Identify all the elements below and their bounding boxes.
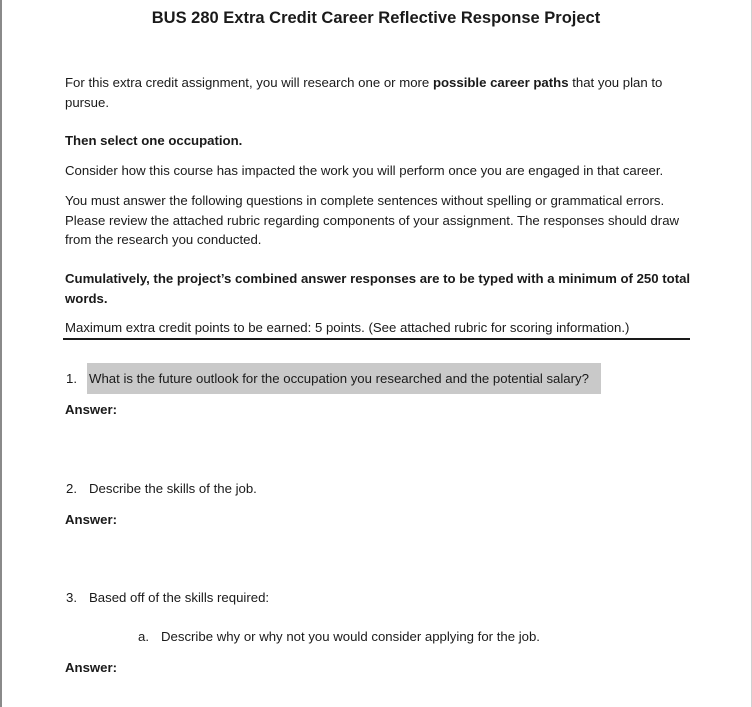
question-3: Based off of the skills required: — [89, 590, 270, 605]
page-left-border — [0, 0, 2, 707]
question-2-number: 2. — [66, 481, 77, 496]
section-divider — [63, 338, 690, 340]
answer-2-label: Answer: — [65, 512, 118, 527]
question-2: Describe the skills of the job. — [89, 481, 257, 496]
select-occupation-line: Then select one occupation. — [65, 133, 243, 148]
question-1-number: 1. — [66, 371, 77, 386]
consider-line: Consider how this course has impacted the work you will perform once you are engaged in that career. — [65, 163, 664, 178]
answer-3-label: Answer: — [65, 660, 118, 675]
question-3-number: 3. — [66, 590, 77, 605]
intro-paragraph — [65, 73, 695, 112]
max-points-line: Maximum extra credit points to be earned: 5 points. (See attached rubric for scoring information.) — [65, 320, 630, 335]
document-title: BUS 280 Extra Credit Career Reflective Response Project — [151, 9, 601, 27]
question-1-highlight: What is the future outlook for the occupation you researched and the potential salary? — [87, 363, 601, 394]
sub-question-a: Describe why or why not you would consider applying for the job. — [161, 629, 540, 644]
instructions-paragraph: You must answer the following questions in complete sentences without spelling or grammatical errors. Please review the attached rubric regarding components of your assignment. The responses should draw from the research you conducted. — [65, 193, 680, 247]
sub-question-a-number: a. — [138, 629, 149, 644]
question-1 — [89, 371, 601, 386]
intro-text-end: that you plan to pursue. — [65, 75, 663, 110]
intro-text: For this extra credit assignment, you will research one or more — [65, 75, 433, 90]
answer-1-label: Answer: — [65, 402, 118, 417]
intro-bold-text: possible career paths — [432, 75, 569, 90]
cumulative-requirement: Cumulatively, the project’s combined answer responses are to be typed with a minimum of 250 total words. — [65, 271, 691, 306]
